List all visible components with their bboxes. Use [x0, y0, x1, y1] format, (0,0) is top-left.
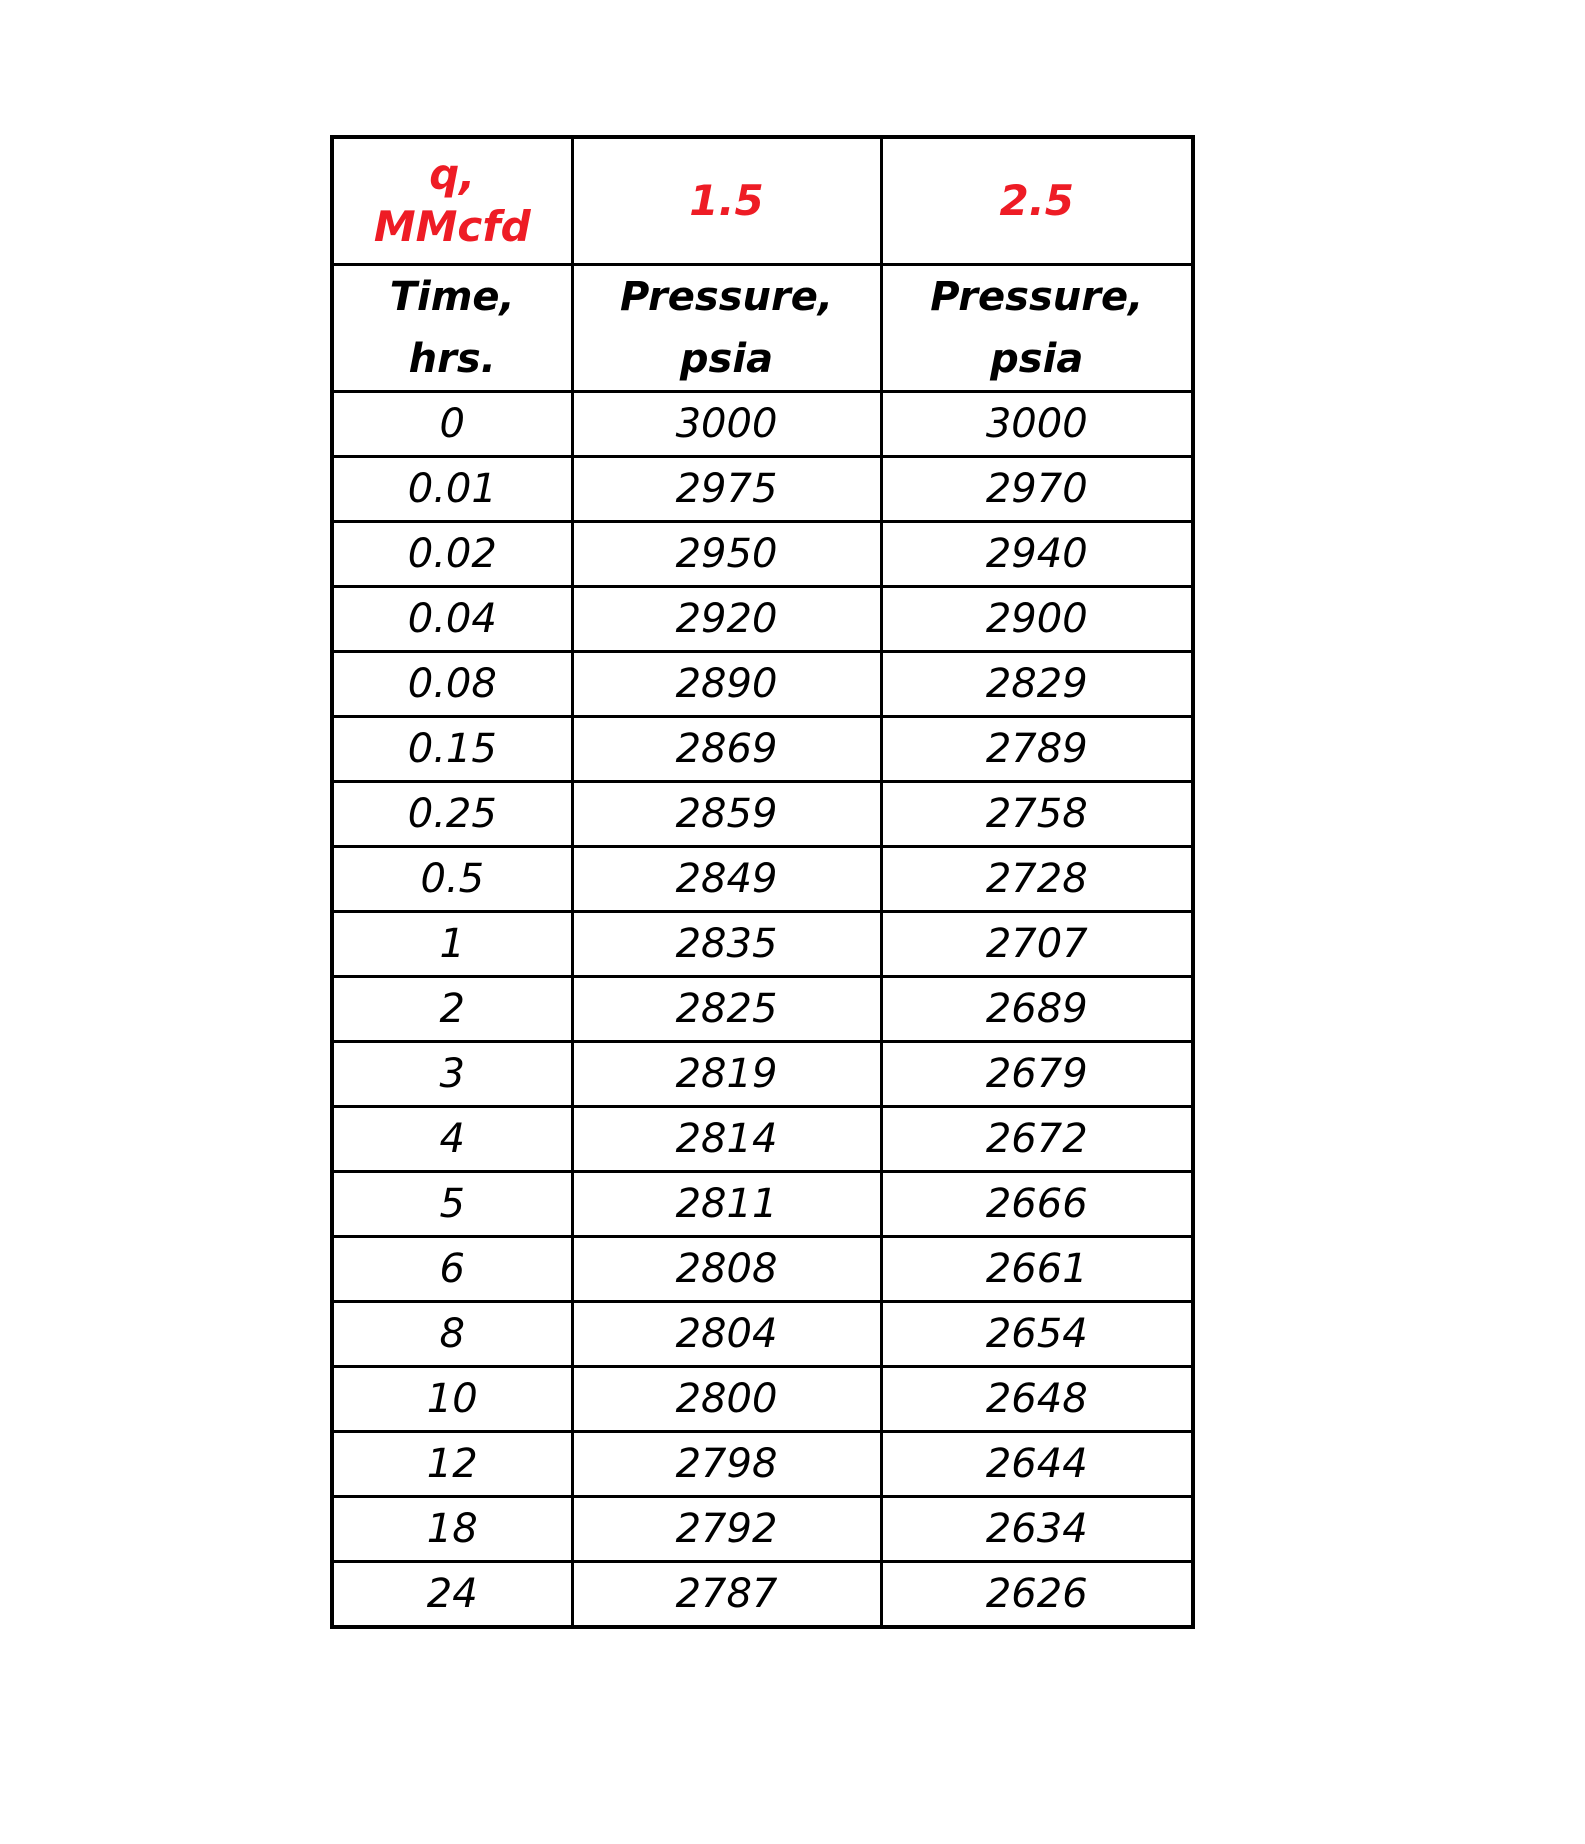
time-header-cell — [332, 265, 572, 392]
pressure-cell-rate-2: 2679 — [881, 1042, 1193, 1107]
pressure-cell-rate-2: 2644 — [881, 1432, 1193, 1497]
time-cell: 1 — [332, 912, 572, 977]
time-cell: 8 — [332, 1302, 572, 1367]
pressure-header-cell-2 — [881, 265, 1193, 392]
table-row — [332, 1497, 1193, 1562]
pressure-cell-rate-1: 2814 — [572, 1107, 881, 1172]
pressure-cell-rate-1: 2787 — [572, 1562, 881, 1628]
pressure-header-line2: psia — [679, 336, 774, 382]
pressure-cell-rate-2: 2661 — [881, 1237, 1193, 1302]
pressure-cell-rate-1: 3000 — [572, 392, 881, 457]
time-cell: 0.02 — [332, 522, 572, 587]
table-row — [332, 1107, 1193, 1172]
pressure-cell-rate-1: 2825 — [572, 977, 881, 1042]
time-cell: 0.08 — [332, 652, 572, 717]
table-row — [332, 912, 1193, 977]
pressure-cell-rate-2: 2900 — [881, 587, 1193, 652]
pressure-cell-rate-2: 2829 — [881, 652, 1193, 717]
time-cell: 0.5 — [332, 847, 572, 912]
pressure-cell-rate-2: 2648 — [881, 1367, 1193, 1432]
table-row — [332, 392, 1193, 457]
pressure-cell-rate-1: 2800 — [572, 1367, 881, 1432]
rate-label-line2: MMcfd — [373, 202, 531, 251]
table-row — [332, 847, 1193, 912]
time-cell: 12 — [332, 1432, 572, 1497]
table-row — [332, 457, 1193, 522]
table-row — [332, 1302, 1193, 1367]
time-cell: 4 — [332, 1107, 572, 1172]
time-cell: 3 — [332, 1042, 572, 1107]
time-cell: 0.15 — [332, 717, 572, 782]
pressure-cell-rate-2: 2654 — [881, 1302, 1193, 1367]
pressure-table-container — [330, 135, 1195, 1629]
pressure-cell-rate-1: 2811 — [572, 1172, 881, 1237]
time-header-line2: hrs. — [408, 336, 496, 382]
pressure-time-table — [330, 135, 1195, 1629]
table-row — [332, 522, 1193, 587]
pressure-cell-rate-1: 2798 — [572, 1432, 881, 1497]
table-row — [332, 652, 1193, 717]
pressure-header-cell-1 — [572, 265, 881, 392]
table-row — [332, 782, 1193, 847]
pressure-cell-rate-2: 3000 — [881, 392, 1193, 457]
pressure-header-line2: psia — [990, 336, 1084, 382]
pressure-cell-rate-2: 2689 — [881, 977, 1193, 1042]
time-cell: 24 — [332, 1562, 572, 1628]
pressure-cell-rate-1: 2835 — [572, 912, 881, 977]
time-cell: 5 — [332, 1172, 572, 1237]
time-cell: 6 — [332, 1237, 572, 1302]
table-row — [332, 1237, 1193, 1302]
pressure-cell-rate-1: 2890 — [572, 652, 881, 717]
time-cell: 0.04 — [332, 587, 572, 652]
table-row — [332, 1562, 1193, 1628]
time-cell: 10 — [332, 1367, 572, 1432]
pressure-cell-rate-1: 2819 — [572, 1042, 881, 1107]
rate-label-line1: q, — [429, 150, 476, 199]
pressure-cell-rate-1: 2804 — [572, 1302, 881, 1367]
pressure-cell-rate-2: 2626 — [881, 1562, 1193, 1628]
time-cell: 0.25 — [332, 782, 572, 847]
time-cell: 0.01 — [332, 457, 572, 522]
pressure-cell-rate-1: 2869 — [572, 717, 881, 782]
pressure-header-line1: Pressure, — [619, 274, 834, 320]
pressure-cell-rate-2: 2758 — [881, 782, 1193, 847]
rate-header-row — [332, 137, 1193, 265]
pressure-cell-rate-1: 2808 — [572, 1237, 881, 1302]
pressure-cell-rate-1: 2920 — [572, 587, 881, 652]
time-cell: 0 — [332, 392, 572, 457]
time-cell: 2 — [332, 977, 572, 1042]
time-cell: 18 — [332, 1497, 572, 1562]
pressure-cell-rate-1: 2792 — [572, 1497, 881, 1562]
table-row — [332, 977, 1193, 1042]
pressure-cell-rate-2: 2940 — [881, 522, 1193, 587]
pressure-header-line1: Pressure, — [930, 274, 1144, 320]
pressure-cell-rate-1: 2950 — [572, 522, 881, 587]
pressure-cell-rate-2: 2672 — [881, 1107, 1193, 1172]
pressure-cell-rate-2: 2666 — [881, 1172, 1193, 1237]
pressure-cell-rate-2: 2970 — [881, 457, 1193, 522]
rate-value-cell-1: 1.5 — [572, 137, 881, 265]
rate-label-cell — [332, 137, 572, 265]
rate-value-cell-2: 2.5 — [881, 137, 1193, 265]
table-row — [332, 1042, 1193, 1107]
pressure-cell-rate-1: 2849 — [572, 847, 881, 912]
table-row — [332, 1172, 1193, 1237]
table-row — [332, 717, 1193, 782]
column-header-row — [332, 265, 1193, 392]
pressure-cell-rate-1: 2859 — [572, 782, 881, 847]
pressure-cell-rate-2: 2634 — [881, 1497, 1193, 1562]
time-header-line1: Time, — [389, 274, 515, 320]
table-row — [332, 1367, 1193, 1432]
table-row — [332, 1432, 1193, 1497]
table-row — [332, 587, 1193, 652]
pressure-cell-rate-2: 2707 — [881, 912, 1193, 977]
pressure-cell-rate-1: 2975 — [572, 457, 881, 522]
pressure-cell-rate-2: 2728 — [881, 847, 1193, 912]
pressure-cell-rate-2: 2789 — [881, 717, 1193, 782]
